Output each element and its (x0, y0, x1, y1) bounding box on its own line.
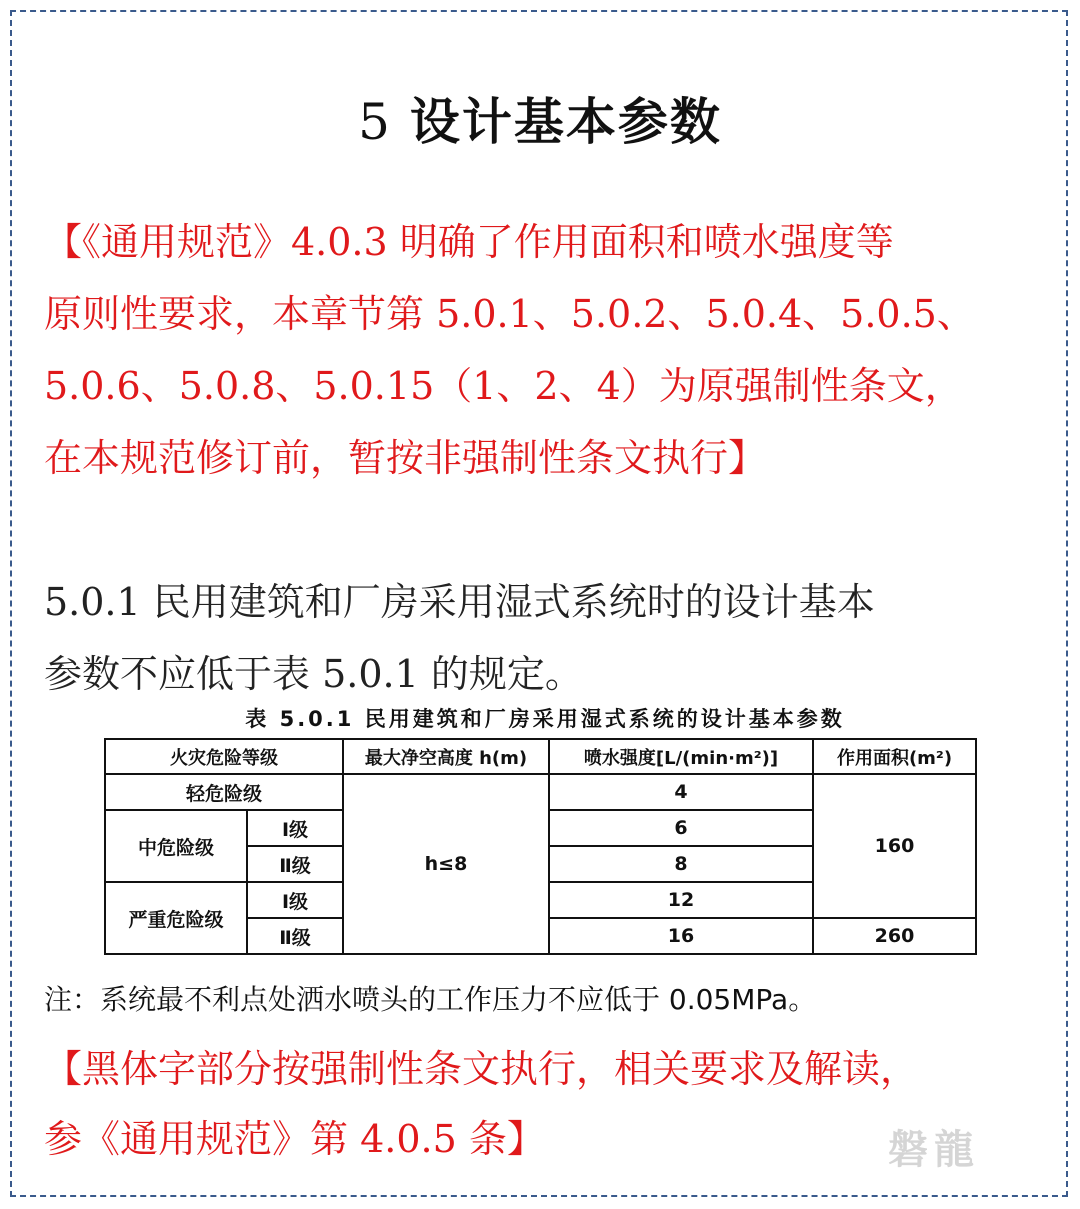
parameters-table (104, 738, 977, 955)
cell-medium-hazard: 中危险级 (105, 810, 247, 882)
intro-line-3: 5.0.6、5.0.8、5.0.15（1、2、4）为原强制性条文， (44, 364, 963, 408)
intro-line-2: 原则性要求，本章节第 5.0.1、5.0.2、5.0.4、5.0.5、 (44, 292, 975, 336)
clause-line-2: 参数不应低于表 5.0.1 的规定。 (44, 652, 583, 696)
table-header-row (105, 739, 976, 774)
table-row (105, 774, 976, 810)
header-area: 作用面积(m²) (813, 739, 976, 774)
cell-severe-hazard: 严重危险级 (105, 882, 247, 954)
section-number: 5 (358, 93, 392, 151)
header-intensity: 喷水强度[L/(min·m²)] (549, 739, 813, 774)
cell-intensity-3: 8 (549, 846, 813, 882)
section-title-text: 设计基本参数 (409, 93, 722, 151)
cell-area-260: 260 (813, 918, 976, 954)
cell-area-160: 160 (813, 774, 976, 918)
cell-intensity-4: 12 (549, 882, 813, 918)
cell-intensity-2: 6 (549, 810, 813, 846)
cell-intensity-5: 16 (549, 918, 813, 954)
clause-5-0-1 (44, 566, 1054, 710)
intro-note (44, 206, 1044, 494)
bottom-line-2: 参《通用规范》第 4.0.5 条】 (44, 1117, 545, 1161)
header-height: 最大净空高度 h(m) (343, 739, 549, 774)
cell-severe-grade1: Ⅰ级 (247, 882, 343, 918)
cell-light-hazard: 轻危险级 (105, 774, 343, 810)
cell-height-value: h≤8 (343, 774, 549, 954)
cell-medium-grade2: Ⅱ级 (247, 846, 343, 882)
clause-line-1: 5.0.1 民用建筑和厂房采用湿式系统时的设计基本 (44, 580, 875, 624)
cell-medium-grade1: Ⅰ级 (247, 810, 343, 846)
bottom-line-1: 【黑体字部分按强制性条文执行，相关要求及解读， (44, 1047, 919, 1091)
table-note: 注：系统最不利点处洒水喷头的工作压力不应低于 0.05MPa。 (44, 983, 817, 1016)
watermark-logo: 磐龍 (888, 1127, 980, 1173)
header-hazard: 火灾危险等级 (105, 739, 343, 774)
intro-line-4: 在本规范修订前，暂按非强制性条文执行】 (44, 436, 767, 480)
table-caption: 表 5.0.1 民用建筑和厂房采用湿式系统的设计基本参数 (245, 707, 845, 731)
cell-severe-grade2: Ⅱ级 (247, 918, 343, 954)
cell-intensity-1: 4 (549, 774, 813, 810)
intro-line-1: 【《通用规范》4.0.3 明确了作用面积和喷水强度等 (44, 220, 894, 264)
section-title (0, 82, 1080, 154)
